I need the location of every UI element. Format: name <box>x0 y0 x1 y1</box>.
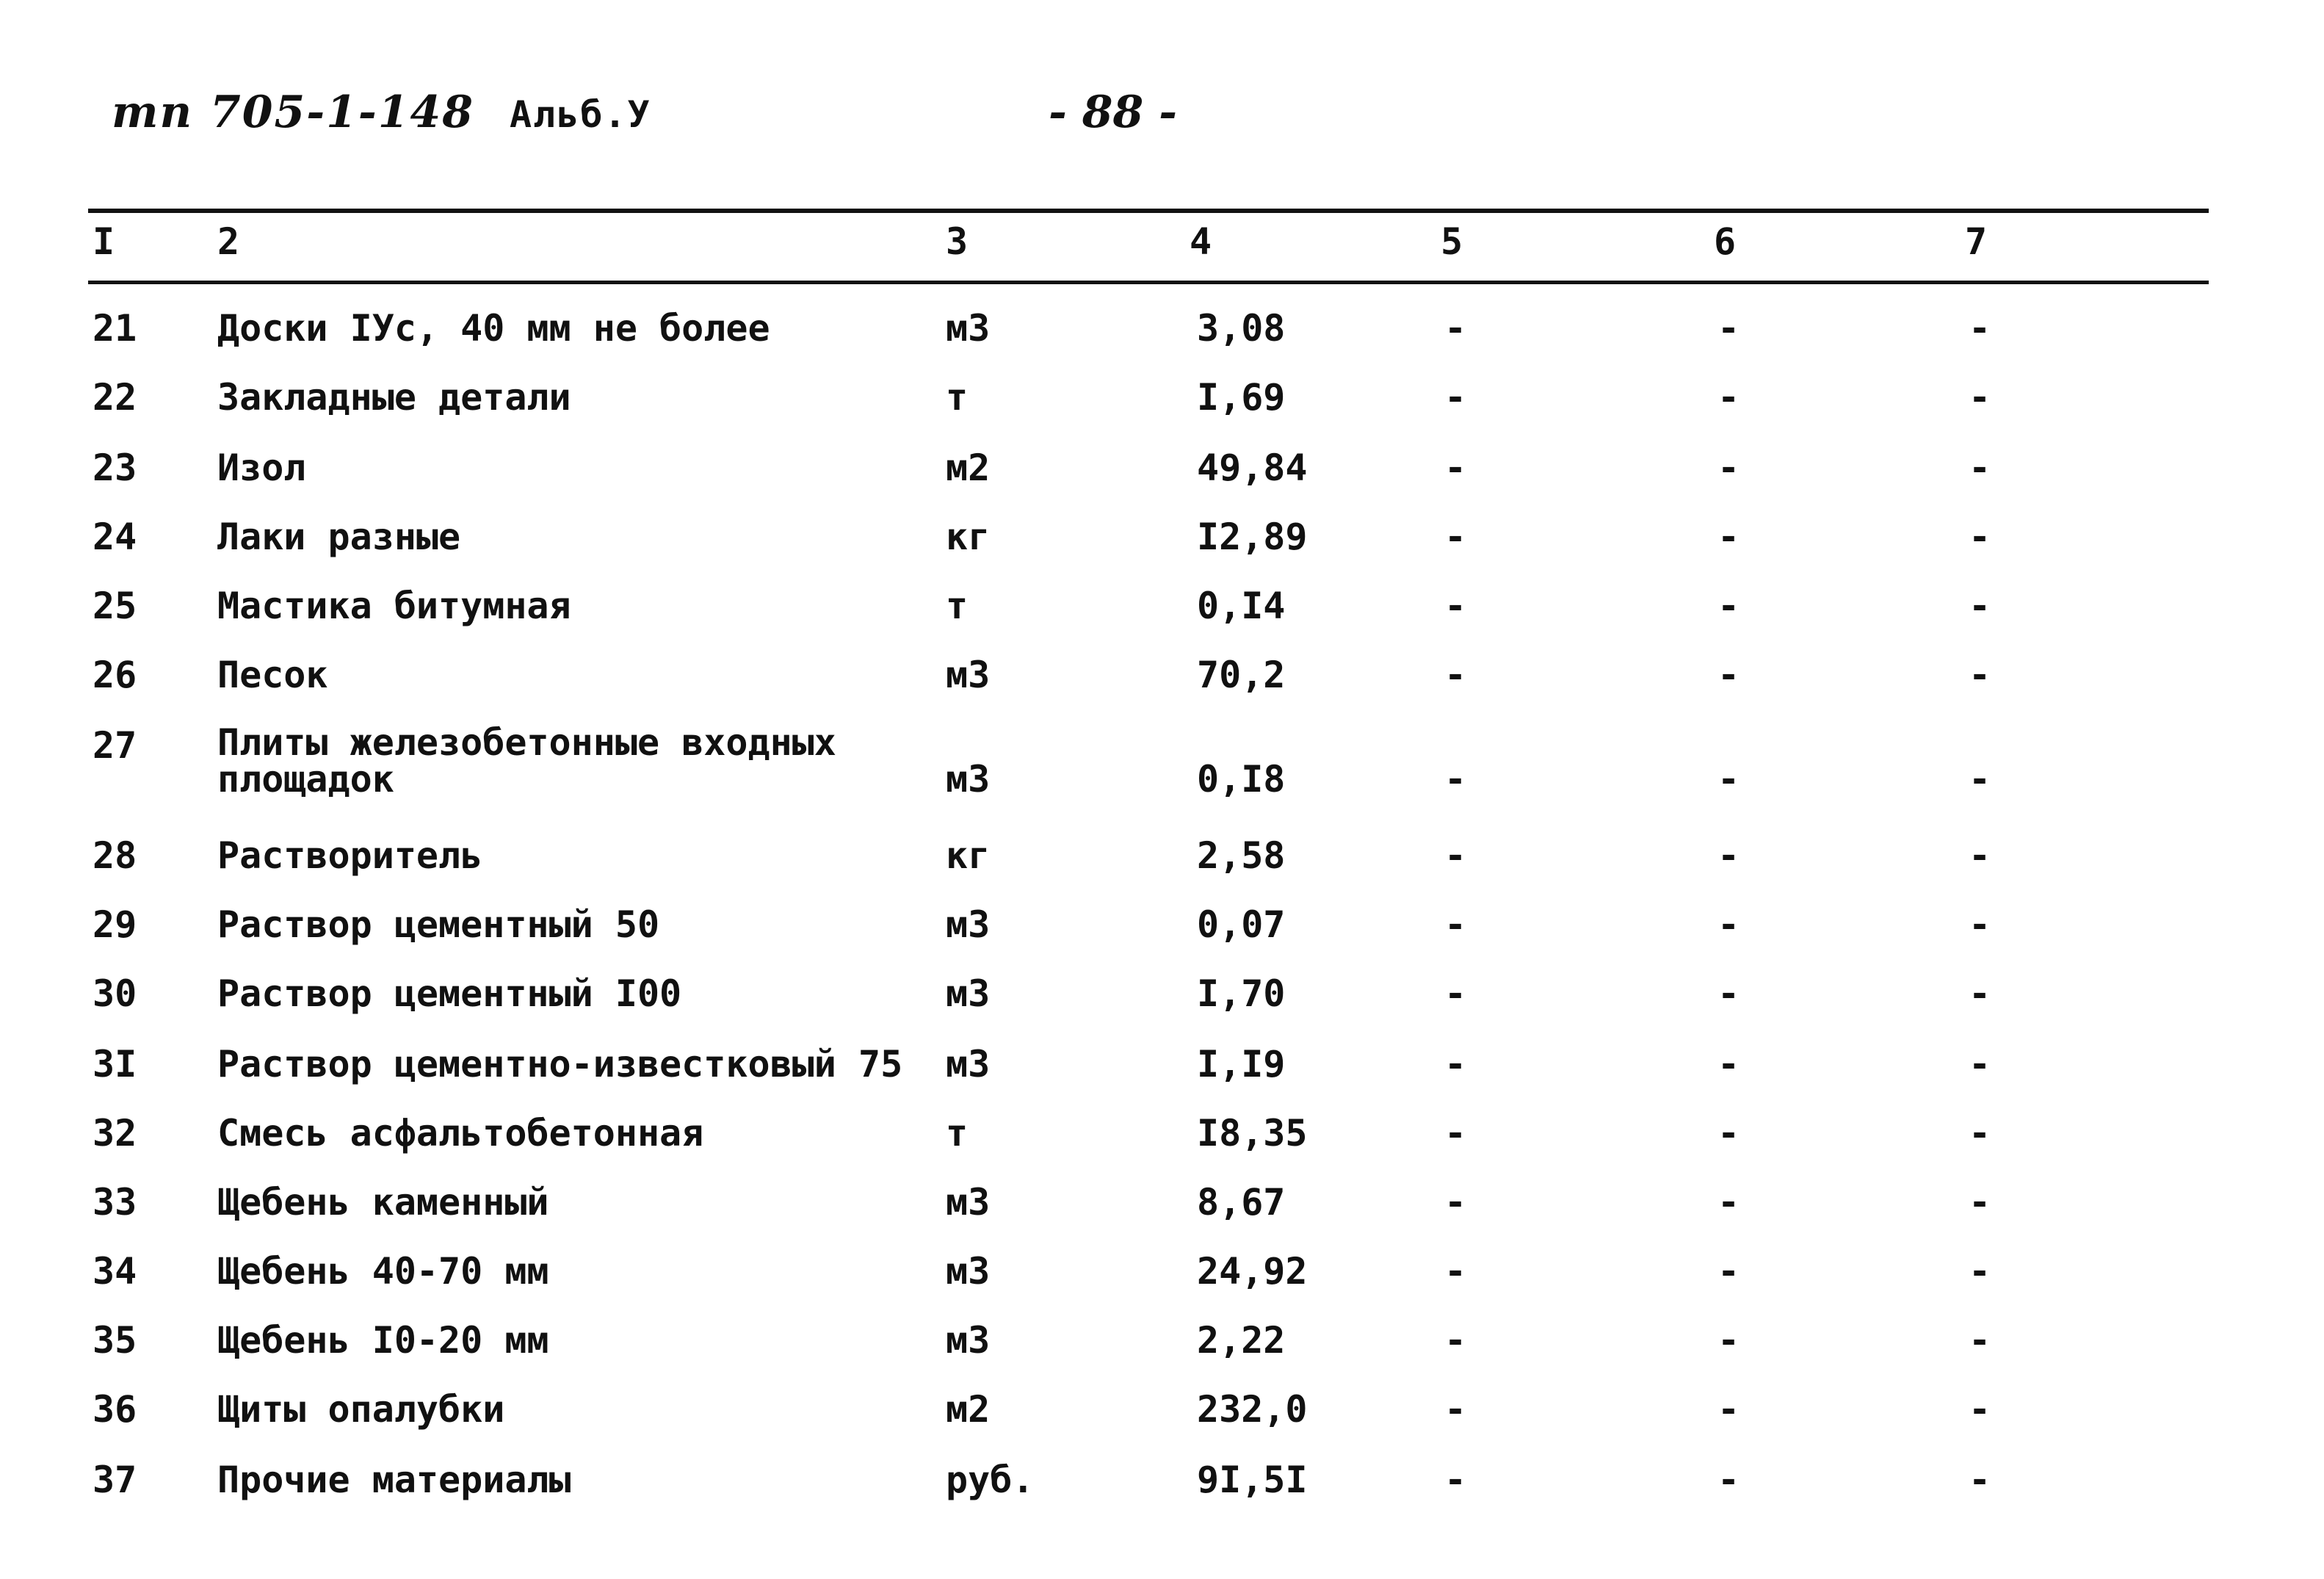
quantity: 9I,5I <box>1197 1459 1308 1501</box>
row-number: 32 <box>93 1112 137 1155</box>
material-name: Закладные детали <box>217 376 571 419</box>
column-7-value: - <box>1968 1250 1991 1293</box>
column-5-value: - <box>1444 447 1467 489</box>
material-name: Мастика битумная <box>217 585 571 627</box>
row-number: 23 <box>93 447 137 489</box>
row-number: 21 <box>93 307 137 350</box>
unit: кг <box>946 834 991 877</box>
row-number: 35 <box>93 1319 137 1362</box>
row-number: 33 <box>93 1181 137 1224</box>
column-7-value: - <box>1968 307 1991 350</box>
column-7-value: - <box>1968 376 1991 419</box>
unit: т <box>946 376 969 419</box>
document-code <box>112 87 651 138</box>
column-6-value: - <box>1717 834 1740 877</box>
column-6-value: - <box>1717 376 1740 419</box>
column-6-value: - <box>1717 1043 1740 1085</box>
unit: м3 <box>946 654 991 696</box>
column-5-value: - <box>1444 1112 1467 1155</box>
material-name: Раствор цементно-известковый 75 <box>217 1043 903 1085</box>
column-7-value: - <box>1968 758 1991 801</box>
material-name: Щебень I0-20 мм <box>217 1319 549 1362</box>
column-header-6: 6 <box>1714 220 1737 263</box>
column-5-value: - <box>1444 585 1467 627</box>
material-name: Щебень 40-70 мм <box>217 1250 549 1293</box>
unit: руб. <box>946 1459 1035 1501</box>
unit: м2 <box>946 1388 991 1431</box>
quantity: 3,08 <box>1197 307 1286 350</box>
column-7-value: - <box>1968 516 1991 558</box>
column-6-value: - <box>1717 1250 1740 1293</box>
column-5-value: - <box>1444 903 1467 946</box>
quantity: 2,22 <box>1197 1319 1286 1362</box>
quantity: 2,58 <box>1197 834 1286 877</box>
column-6-value: - <box>1717 972 1740 1015</box>
column-5-value: - <box>1444 307 1467 350</box>
quantity: 24,92 <box>1197 1250 1308 1293</box>
table-top-rule <box>88 209 2209 213</box>
quantity: 0,I8 <box>1197 758 1286 801</box>
column-5-value: - <box>1444 1388 1467 1431</box>
unit: кг <box>946 516 991 558</box>
material-name: Раствор цементный 50 <box>217 903 660 946</box>
column-6-value: - <box>1717 654 1740 696</box>
unit: м3 <box>946 1250 991 1293</box>
column-6-value: - <box>1717 1459 1740 1501</box>
material-name: Растворитель <box>217 834 483 877</box>
material-name: Плиты железобетонные входных площадок <box>217 721 836 801</box>
column-7-value: - <box>1968 1112 1991 1155</box>
column-5-value: - <box>1444 758 1467 801</box>
column-5-value: - <box>1444 1319 1467 1362</box>
column-5-value: - <box>1444 516 1467 558</box>
row-number: 37 <box>93 1459 137 1501</box>
row-number: 36 <box>93 1388 137 1431</box>
column-5-value: - <box>1444 1250 1467 1293</box>
column-7-value: - <box>1968 585 1991 627</box>
material-name: Доски IУс, 40 мм не более <box>217 307 770 350</box>
column-6-value: - <box>1717 1112 1740 1155</box>
column-6-value: - <box>1717 1388 1740 1431</box>
quantity: 70,2 <box>1197 654 1286 696</box>
quantity: I8,35 <box>1197 1112 1308 1155</box>
quantity: 8,67 <box>1197 1181 1286 1224</box>
row-number: 34 <box>93 1250 137 1293</box>
table-header-row <box>0 220 2324 272</box>
column-6-value: - <box>1717 758 1740 801</box>
unit: т <box>946 585 969 627</box>
material-name: Лаки разные <box>217 516 461 558</box>
column-6-value: - <box>1717 1319 1740 1362</box>
column-header-1: I <box>93 220 115 263</box>
album-label: Альб.У <box>510 93 651 136</box>
column-7-value: - <box>1968 903 1991 946</box>
row-number: 26 <box>93 654 137 696</box>
column-7-value: - <box>1968 1459 1991 1501</box>
unit: м3 <box>946 1181 991 1224</box>
unit: м3 <box>946 1043 991 1085</box>
quantity: I,I9 <box>1197 1043 1286 1085</box>
row-number: 30 <box>93 972 137 1015</box>
column-6-value: - <box>1717 516 1740 558</box>
column-5-value: - <box>1444 1043 1467 1085</box>
material-name: Прочие материалы <box>217 1459 571 1501</box>
column-6-value: - <box>1717 1181 1740 1224</box>
column-5-value: - <box>1444 1459 1467 1501</box>
row-number: 28 <box>93 834 137 877</box>
column-7-value: - <box>1968 1181 1991 1224</box>
column-header-2: 2 <box>217 220 240 263</box>
column-header-7: 7 <box>1965 220 1988 263</box>
row-number: 29 <box>93 903 137 946</box>
material-name: Смесь асфальтобетонная <box>217 1112 704 1155</box>
quantity: 49,84 <box>1197 447 1308 489</box>
row-number: 27 <box>93 724 137 767</box>
document-number: тп 705-1-148 <box>112 87 475 138</box>
unit: м3 <box>946 1319 991 1362</box>
row-number: 3I <box>93 1043 137 1085</box>
material-name: Раствор цементный I00 <box>217 972 682 1015</box>
material-name: Щебень каменный <box>217 1181 549 1224</box>
column-header-5: 5 <box>1441 220 1463 263</box>
row-number: 22 <box>93 376 137 419</box>
material-name: Песок <box>217 654 328 696</box>
column-5-value: - <box>1444 376 1467 419</box>
quantity: 0,07 <box>1197 903 1286 946</box>
row-number: 25 <box>93 585 137 627</box>
column-5-value: - <box>1444 654 1467 696</box>
column-7-value: - <box>1968 1388 1991 1431</box>
material-name: Щиты опалубки <box>217 1388 505 1431</box>
unit: м2 <box>946 447 991 489</box>
column-header-4: 4 <box>1190 220 1212 263</box>
quantity: 0,I4 <box>1197 585 1286 627</box>
quantity: I,70 <box>1197 972 1286 1015</box>
material-name: Изол <box>217 447 306 489</box>
quantity: I2,89 <box>1197 516 1308 558</box>
unit: м3 <box>946 758 991 801</box>
unit: м3 <box>946 972 991 1015</box>
column-7-value: - <box>1968 447 1991 489</box>
quantity: 232,0 <box>1197 1388 1308 1431</box>
column-7-value: - <box>1968 972 1991 1015</box>
column-6-value: - <box>1717 903 1740 946</box>
unit: т <box>946 1112 969 1155</box>
quantity: I,69 <box>1197 376 1286 419</box>
column-6-value: - <box>1717 447 1740 489</box>
page-number: - 88 - <box>1049 87 1178 138</box>
column-6-value: - <box>1717 585 1740 627</box>
row-number: 24 <box>93 516 137 558</box>
column-7-value: - <box>1968 1043 1991 1085</box>
column-7-value: - <box>1968 654 1991 696</box>
column-5-value: - <box>1444 1181 1467 1224</box>
column-7-value: - <box>1968 1319 1991 1362</box>
unit: м3 <box>946 903 991 946</box>
column-7-value: - <box>1968 834 1991 877</box>
column-5-value: - <box>1444 972 1467 1015</box>
table-header-rule <box>88 281 2209 284</box>
column-header-3: 3 <box>946 220 969 263</box>
unit: м3 <box>946 307 991 350</box>
column-6-value: - <box>1717 307 1740 350</box>
column-5-value: - <box>1444 834 1467 877</box>
